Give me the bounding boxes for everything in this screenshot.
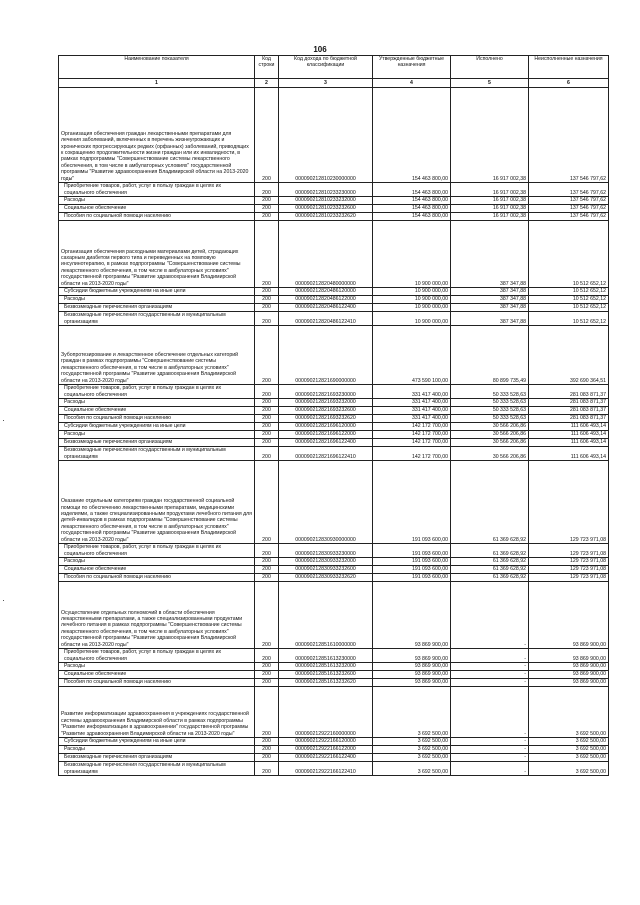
cell-code: 000090212810230000000 bbox=[279, 88, 373, 183]
column-number: 1 bbox=[59, 79, 255, 88]
cell-name: Безвозмездные перечисления государственным и муниципальным организациям bbox=[59, 447, 255, 461]
cell-line: 200 bbox=[255, 746, 279, 754]
cell-approved: 93 869 900,00 bbox=[373, 582, 451, 649]
column-number: 4 bbox=[373, 79, 451, 88]
budget-execution-table bbox=[58, 55, 609, 776]
cell-executed: 16 917 002,38 bbox=[451, 183, 529, 197]
table-row bbox=[59, 399, 609, 407]
cell-executed: - bbox=[451, 671, 529, 679]
cell-executed: - bbox=[451, 649, 529, 663]
cell-code: 000090212922166120000 bbox=[279, 738, 373, 746]
cell-code: 000090212922166122410 bbox=[279, 762, 373, 776]
cell-approved: 331 417 400,00 bbox=[373, 415, 451, 423]
cell-name: Оказание отдельным категориям граждан государственной социальной помощи по обеспечению лекарственными препаратами, медицинскими изделиями, а также специализированными продуктами лечебного питания для детей-инвалидов в рамках подпрограммы "Совершенствование системы лекарственного обеспечения, в том числе в амбулаторных условиях" государственной программы "Развитие здравоохранения Владимирской области на 2013-2020 годы" bbox=[59, 461, 255, 544]
header-executed: Исполнено bbox=[451, 56, 529, 79]
cell-name: Безвозмездные перечисления государственным и муниципальным организациям bbox=[59, 312, 255, 326]
cell-unexecuted: 3 692 500,00 bbox=[529, 762, 609, 776]
table-row bbox=[59, 746, 609, 754]
cell-name: Приобретение товаров, работ, услуг в пользу граждан в целях их социального обеспечения bbox=[59, 385, 255, 399]
cell-unexecuted: 93 869 900,00 bbox=[529, 649, 609, 663]
cell-name: Организация обеспечения граждан лекарственными препаратами для лечения заболеваний, включенных в перечень жизнеугрожающих и хронических прогрессирующих редких (орфанных) заболеваний, приводящих к сокращению продолжительности жизни граждан или их инвалидности, в рамках подпрограммы "Совершенствование системы лекарственного обеспечения, в том числе в амбулаторных условиях" государственной программы "Развитие здравоохранения Владимирской области на 2013-2020 годы" bbox=[59, 88, 255, 183]
cell-name: Зубопротезирование и лекарственное обеспечение отдельных категорий граждан в рамках подпрограммы "Совершенствование системы лекарственного обеспечения, в том числе в амбулаторных условиях" государственной программы "Развитие здравоохранения Владимирской области на 2013-2020 годы" bbox=[59, 326, 255, 385]
cell-executed: - bbox=[451, 738, 529, 746]
cell-name: Пособия по социальной помощи населению bbox=[59, 679, 255, 687]
header-income-code: Код дохода по бюджетной классификации bbox=[279, 56, 373, 79]
table-row-main bbox=[59, 88, 609, 183]
cell-name: Приобретение товаров, работ, услуг в пользу граждан в целях их социального обеспечения bbox=[59, 649, 255, 663]
table-row-main bbox=[59, 582, 609, 649]
cell-unexecuted: 3 692 500,00 bbox=[529, 738, 609, 746]
cell-approved: 154 463 800,00 bbox=[373, 205, 451, 213]
cell-name: Социальное обеспечение bbox=[59, 205, 255, 213]
cell-approved: 10 900 000,00 bbox=[373, 312, 451, 326]
cell-line: 200 bbox=[255, 399, 279, 407]
cell-approved: 331 417 400,00 bbox=[373, 407, 451, 415]
cell-unexecuted: 137 546 797,62 bbox=[529, 205, 609, 213]
cell-approved: 154 463 800,00 bbox=[373, 197, 451, 205]
cell-code: 000090212810233232000 bbox=[279, 197, 373, 205]
cell-code: 000090212922166122000 bbox=[279, 746, 373, 754]
cell-code: 000090212810233232600 bbox=[279, 205, 373, 213]
cell-code: 000090212810233232620 bbox=[279, 213, 373, 221]
header-approved: Утвержденные бюджетные назначения bbox=[373, 56, 451, 79]
cell-name: Субсидии бюджетным учреждениям на иные цели bbox=[59, 288, 255, 296]
cell-code: 000090212821696120000 bbox=[279, 423, 373, 431]
table-row bbox=[59, 312, 609, 326]
cell-code: 000090212820486122400 bbox=[279, 304, 373, 312]
table-row bbox=[59, 407, 609, 415]
cell-name: Приобретение товаров, работ, услуг в пользу граждан в целях их социального обеспечения bbox=[59, 183, 255, 197]
table-row bbox=[59, 566, 609, 574]
table-row bbox=[59, 544, 609, 558]
cell-unexecuted: 10 512 652,12 bbox=[529, 288, 609, 296]
cell-line: 200 bbox=[255, 197, 279, 205]
cell-code: 000090212830933232000 bbox=[279, 558, 373, 566]
cell-line: 200 bbox=[255, 88, 279, 183]
cell-line: 200 bbox=[255, 574, 279, 582]
table-row bbox=[59, 663, 609, 671]
cell-code: 000090212830933230000 bbox=[279, 544, 373, 558]
cell-line: 200 bbox=[255, 649, 279, 663]
cell-unexecuted: 10 512 652,12 bbox=[529, 312, 609, 326]
table-row bbox=[59, 197, 609, 205]
cell-unexecuted: 129 723 971,08 bbox=[529, 566, 609, 574]
cell-executed: - bbox=[451, 762, 529, 776]
table-row bbox=[59, 671, 609, 679]
cell-approved: 142 172 700,00 bbox=[373, 431, 451, 439]
cell-line: 200 bbox=[255, 415, 279, 423]
scan-mark bbox=[3, 420, 4, 421]
cell-line: 200 bbox=[255, 326, 279, 385]
cell-code: 000090212821693232600 bbox=[279, 407, 373, 415]
cell-approved: 3 692 500,00 bbox=[373, 687, 451, 738]
cell-approved: 191 093 600,00 bbox=[373, 461, 451, 544]
cell-executed: 30 566 206,86 bbox=[451, 431, 529, 439]
cell-line: 200 bbox=[255, 461, 279, 544]
cell-unexecuted: 281 083 871,37 bbox=[529, 415, 609, 423]
cell-name: Безвозмездные перечисления государственным и муниципальным организациям bbox=[59, 762, 255, 776]
cell-unexecuted: 281 083 871,37 bbox=[529, 399, 609, 407]
cell-line: 200 bbox=[255, 671, 279, 679]
cell-approved: 473 590 100,00 bbox=[373, 326, 451, 385]
cell-approved: 142 172 700,00 bbox=[373, 439, 451, 447]
cell-line: 200 bbox=[255, 687, 279, 738]
table-row bbox=[59, 574, 609, 582]
cell-approved: 10 900 000,00 bbox=[373, 221, 451, 288]
cell-unexecuted: 111 606 493,14 bbox=[529, 447, 609, 461]
cell-line: 200 bbox=[255, 544, 279, 558]
cell-executed: - bbox=[451, 582, 529, 649]
cell-line: 200 bbox=[255, 566, 279, 574]
scan-mark bbox=[3, 600, 4, 601]
cell-unexecuted: 129 723 971,08 bbox=[529, 558, 609, 566]
cell-code: 000090212830933232600 bbox=[279, 566, 373, 574]
cell-approved: 3 692 500,00 bbox=[373, 738, 451, 746]
table-row bbox=[59, 762, 609, 776]
cell-approved: 154 463 800,00 bbox=[373, 88, 451, 183]
table-body bbox=[59, 88, 609, 776]
cell-approved: 10 900 000,00 bbox=[373, 304, 451, 312]
cell-executed: 50 333 528,63 bbox=[451, 407, 529, 415]
cell-code: 000090212922166122400 bbox=[279, 754, 373, 762]
cell-approved: 191 093 600,00 bbox=[373, 558, 451, 566]
cell-name: Пособия по социальной помощи населению bbox=[59, 574, 255, 582]
table-row bbox=[59, 447, 609, 461]
cell-name: Пособия по социальной помощи населению bbox=[59, 213, 255, 221]
cell-executed: 50 333 528,63 bbox=[451, 415, 529, 423]
cell-name: Расходы bbox=[59, 197, 255, 205]
cell-executed: - bbox=[451, 746, 529, 754]
cell-line: 200 bbox=[255, 754, 279, 762]
table-row bbox=[59, 385, 609, 399]
column-number: 3 bbox=[279, 79, 373, 88]
cell-line: 200 bbox=[255, 582, 279, 649]
cell-unexecuted: 10 512 652,12 bbox=[529, 296, 609, 304]
table-row bbox=[59, 288, 609, 296]
cell-approved: 142 172 700,00 bbox=[373, 447, 451, 461]
cell-approved: 93 869 900,00 bbox=[373, 679, 451, 687]
cell-code: 000090212821696122410 bbox=[279, 447, 373, 461]
table-row bbox=[59, 296, 609, 304]
cell-name: Расходы bbox=[59, 431, 255, 439]
cell-executed: 387 347,88 bbox=[451, 288, 529, 296]
cell-unexecuted: 93 869 900,00 bbox=[529, 679, 609, 687]
cell-line: 200 bbox=[255, 312, 279, 326]
cell-unexecuted: 137 546 797,62 bbox=[529, 213, 609, 221]
cell-code: 000090212820480000000 bbox=[279, 221, 373, 288]
cell-line: 200 bbox=[255, 205, 279, 213]
cell-executed: 61 369 628,92 bbox=[451, 574, 529, 582]
cell-name: Безвозмездные перечисления организациям bbox=[59, 304, 255, 312]
cell-name: Расходы bbox=[59, 399, 255, 407]
cell-executed: 50 333 528,63 bbox=[451, 399, 529, 407]
column-number: 5 bbox=[451, 79, 529, 88]
cell-code: 000090212851613232620 bbox=[279, 679, 373, 687]
cell-executed: 387 347,88 bbox=[451, 296, 529, 304]
cell-unexecuted: 93 869 900,00 bbox=[529, 671, 609, 679]
cell-name: Развитие информатизации здравоохранения в учреждениях государственной системы здравоохранения Владимирской области в рамках подпрограммы "Развитие информатизации в здравоохранении" государственной программы "Развитие здравоохранения Владимирской области на 2013-2020 годы" bbox=[59, 687, 255, 738]
cell-code: 000090212851610000000 bbox=[279, 582, 373, 649]
cell-approved: 10 900 000,00 bbox=[373, 288, 451, 296]
cell-code: 000090212820486120000 bbox=[279, 288, 373, 296]
column-number-row bbox=[59, 79, 609, 88]
cell-code: 000090212851613232000 bbox=[279, 663, 373, 671]
cell-executed: - bbox=[451, 687, 529, 738]
cell-name: Субсидии бюджетным учреждениям на иные цели bbox=[59, 738, 255, 746]
cell-unexecuted: 10 512 652,12 bbox=[529, 221, 609, 288]
cell-code: 000090212820486122000 bbox=[279, 296, 373, 304]
cell-approved: 3 692 500,00 bbox=[373, 746, 451, 754]
header-row bbox=[59, 56, 609, 79]
cell-code: 000090212851613232600 bbox=[279, 671, 373, 679]
cell-unexecuted: 129 723 971,08 bbox=[529, 544, 609, 558]
header-line-code: Код строки bbox=[255, 56, 279, 79]
cell-executed: 50 333 528,63 bbox=[451, 385, 529, 399]
cell-approved: 331 417 400,00 bbox=[373, 385, 451, 399]
cell-line: 200 bbox=[255, 447, 279, 461]
table-row bbox=[59, 754, 609, 762]
cell-approved: 191 093 600,00 bbox=[373, 544, 451, 558]
cell-unexecuted: 129 723 971,08 bbox=[529, 461, 609, 544]
cell-approved: 154 463 800,00 bbox=[373, 213, 451, 221]
cell-name: Организация обеспечения расходными материалами детей, страдающих сахарным диабетом первого типа и переведенных на помповую инсулинотерапию, в рамках подпрограммы "Совершенствование системы лекарственного обеспечения, в том числе в амбулаторных условиях" государственной программы "Развитие здравоохранения Владимирской области на 2013-2020 годы" bbox=[59, 221, 255, 288]
table-row bbox=[59, 213, 609, 221]
table-row bbox=[59, 304, 609, 312]
table-row bbox=[59, 649, 609, 663]
cell-line: 200 bbox=[255, 431, 279, 439]
header-name: Наименование показателя bbox=[59, 56, 255, 79]
table-row bbox=[59, 439, 609, 447]
cell-code: 000090212830930000000 bbox=[279, 461, 373, 544]
cell-executed: 16 917 002,38 bbox=[451, 88, 529, 183]
cell-code: 000090212821696122000 bbox=[279, 431, 373, 439]
cell-name: Расходы bbox=[59, 296, 255, 304]
cell-name: Осуществление отдельных полномочий в области обеспечения лекарственными препаратами, а также специализированными продуктами лечебного питания в рамках подпрограммы "Совершенствование системы лекарственного обеспечения, в том числе в амбулаторных условиях" государственной программы "Развитие здравоохранения Владимирской области на 2013-2020 годы" bbox=[59, 582, 255, 649]
cell-executed: 16 917 002,38 bbox=[451, 205, 529, 213]
cell-line: 200 bbox=[255, 407, 279, 415]
cell-unexecuted: 10 512 652,12 bbox=[529, 304, 609, 312]
cell-executed: 30 566 206,86 bbox=[451, 423, 529, 431]
cell-name: Безвозмездные перечисления организациям bbox=[59, 754, 255, 762]
cell-code: 000090212851613230000 bbox=[279, 649, 373, 663]
cell-approved: 3 692 500,00 bbox=[373, 754, 451, 762]
cell-executed: 61 369 628,92 bbox=[451, 566, 529, 574]
cell-line: 200 bbox=[255, 221, 279, 288]
cell-approved: 93 869 900,00 bbox=[373, 663, 451, 671]
cell-line: 200 bbox=[255, 663, 279, 671]
cell-code: 000090212821696122400 bbox=[279, 439, 373, 447]
cell-unexecuted: 93 869 900,00 bbox=[529, 663, 609, 671]
cell-unexecuted: 111 606 493,14 bbox=[529, 423, 609, 431]
cell-approved: 10 900 000,00 bbox=[373, 296, 451, 304]
cell-line: 200 bbox=[255, 288, 279, 296]
cell-line: 200 bbox=[255, 762, 279, 776]
cell-code: 000090212821693232000 bbox=[279, 399, 373, 407]
cell-line: 200 bbox=[255, 679, 279, 687]
cell-unexecuted: 281 083 871,37 bbox=[529, 407, 609, 415]
cell-executed: - bbox=[451, 754, 529, 762]
cell-code: 000090212820486122410 bbox=[279, 312, 373, 326]
table-row bbox=[59, 738, 609, 746]
table-row bbox=[59, 558, 609, 566]
cell-unexecuted: 111 606 493,14 bbox=[529, 431, 609, 439]
cell-code: 000090212821693230000 bbox=[279, 385, 373, 399]
cell-line: 200 bbox=[255, 738, 279, 746]
cell-executed: 16 917 002,38 bbox=[451, 197, 529, 205]
column-number: 6 bbox=[529, 79, 609, 88]
cell-name: Расходы bbox=[59, 663, 255, 671]
cell-executed: 387 347,88 bbox=[451, 312, 529, 326]
cell-approved: 3 692 500,00 bbox=[373, 762, 451, 776]
cell-name: Безвозмездные перечисления организациям bbox=[59, 439, 255, 447]
cell-line: 200 bbox=[255, 558, 279, 566]
cell-code: 000090212810233230000 bbox=[279, 183, 373, 197]
cell-code: 000090212830933232620 bbox=[279, 574, 373, 582]
table-row-main bbox=[59, 461, 609, 544]
cell-line: 200 bbox=[255, 423, 279, 431]
table-row bbox=[59, 205, 609, 213]
cell-unexecuted: 93 869 900,00 bbox=[529, 582, 609, 649]
table-row bbox=[59, 679, 609, 687]
cell-approved: 93 869 900,00 bbox=[373, 671, 451, 679]
cell-name: Субсидии бюджетным учреждениям на иные цели bbox=[59, 423, 255, 431]
cell-name: Социальное обеспечение bbox=[59, 407, 255, 415]
cell-code: 000090212821693232620 bbox=[279, 415, 373, 423]
cell-name: Приобретение товаров, работ, услуг в пользу граждан в целях их социального обеспечения bbox=[59, 544, 255, 558]
cell-unexecuted: 111 606 493,14 bbox=[529, 439, 609, 447]
cell-executed: 30 566 206,86 bbox=[451, 439, 529, 447]
cell-unexecuted: 137 546 797,62 bbox=[529, 183, 609, 197]
cell-line: 200 bbox=[255, 439, 279, 447]
cell-approved: 93 869 900,00 bbox=[373, 649, 451, 663]
cell-executed: 387 347,88 bbox=[451, 304, 529, 312]
cell-unexecuted: 129 723 971,08 bbox=[529, 574, 609, 582]
cell-executed: 61 369 628,92 bbox=[451, 558, 529, 566]
cell-executed: 387 347,88 bbox=[451, 221, 529, 288]
cell-unexecuted: 137 546 797,62 bbox=[529, 88, 609, 183]
table-row bbox=[59, 183, 609, 197]
table-row-main bbox=[59, 326, 609, 385]
cell-executed: 16 917 002,38 bbox=[451, 213, 529, 221]
cell-approved: 191 093 600,00 bbox=[373, 566, 451, 574]
cell-unexecuted: 137 546 797,62 bbox=[529, 197, 609, 205]
cell-name: Расходы bbox=[59, 558, 255, 566]
cell-unexecuted: 392 690 364,51 bbox=[529, 326, 609, 385]
cell-name: Расходы bbox=[59, 746, 255, 754]
cell-executed: 30 566 206,86 bbox=[451, 447, 529, 461]
cell-line: 200 bbox=[255, 385, 279, 399]
table-row bbox=[59, 423, 609, 431]
cell-name: Пособия по социальной помощи населению bbox=[59, 415, 255, 423]
cell-executed: - bbox=[451, 663, 529, 671]
cell-approved: 191 093 600,00 bbox=[373, 574, 451, 582]
cell-unexecuted: 281 083 871,37 bbox=[529, 385, 609, 399]
cell-approved: 154 463 800,00 bbox=[373, 183, 451, 197]
table-row bbox=[59, 431, 609, 439]
cell-line: 200 bbox=[255, 183, 279, 197]
header-unexecuted: Неисполненные назначения bbox=[529, 56, 609, 79]
cell-line: 200 bbox=[255, 296, 279, 304]
cell-executed: - bbox=[451, 679, 529, 687]
cell-executed: 80 899 735,49 bbox=[451, 326, 529, 385]
cell-name: Социальное обеспечение bbox=[59, 566, 255, 574]
cell-executed: 61 369 628,92 bbox=[451, 461, 529, 544]
cell-name: Социальное обеспечение bbox=[59, 671, 255, 679]
cell-unexecuted: 3 692 500,00 bbox=[529, 687, 609, 738]
page-number: 106 bbox=[313, 45, 327, 54]
cell-approved: 331 417 400,00 bbox=[373, 399, 451, 407]
cell-line: 200 bbox=[255, 213, 279, 221]
cell-executed: 61 369 628,92 bbox=[451, 544, 529, 558]
cell-line: 200 bbox=[255, 304, 279, 312]
cell-code: 000090212821690000000 bbox=[279, 326, 373, 385]
cell-approved: 142 172 700,00 bbox=[373, 423, 451, 431]
cell-unexecuted: 3 692 500,00 bbox=[529, 754, 609, 762]
column-number: 2 bbox=[255, 79, 279, 88]
table-row-main bbox=[59, 221, 609, 288]
cell-unexecuted: 3 692 500,00 bbox=[529, 746, 609, 754]
table-row-main bbox=[59, 687, 609, 738]
table-row bbox=[59, 415, 609, 423]
cell-code: 000090212922160000000 bbox=[279, 687, 373, 738]
